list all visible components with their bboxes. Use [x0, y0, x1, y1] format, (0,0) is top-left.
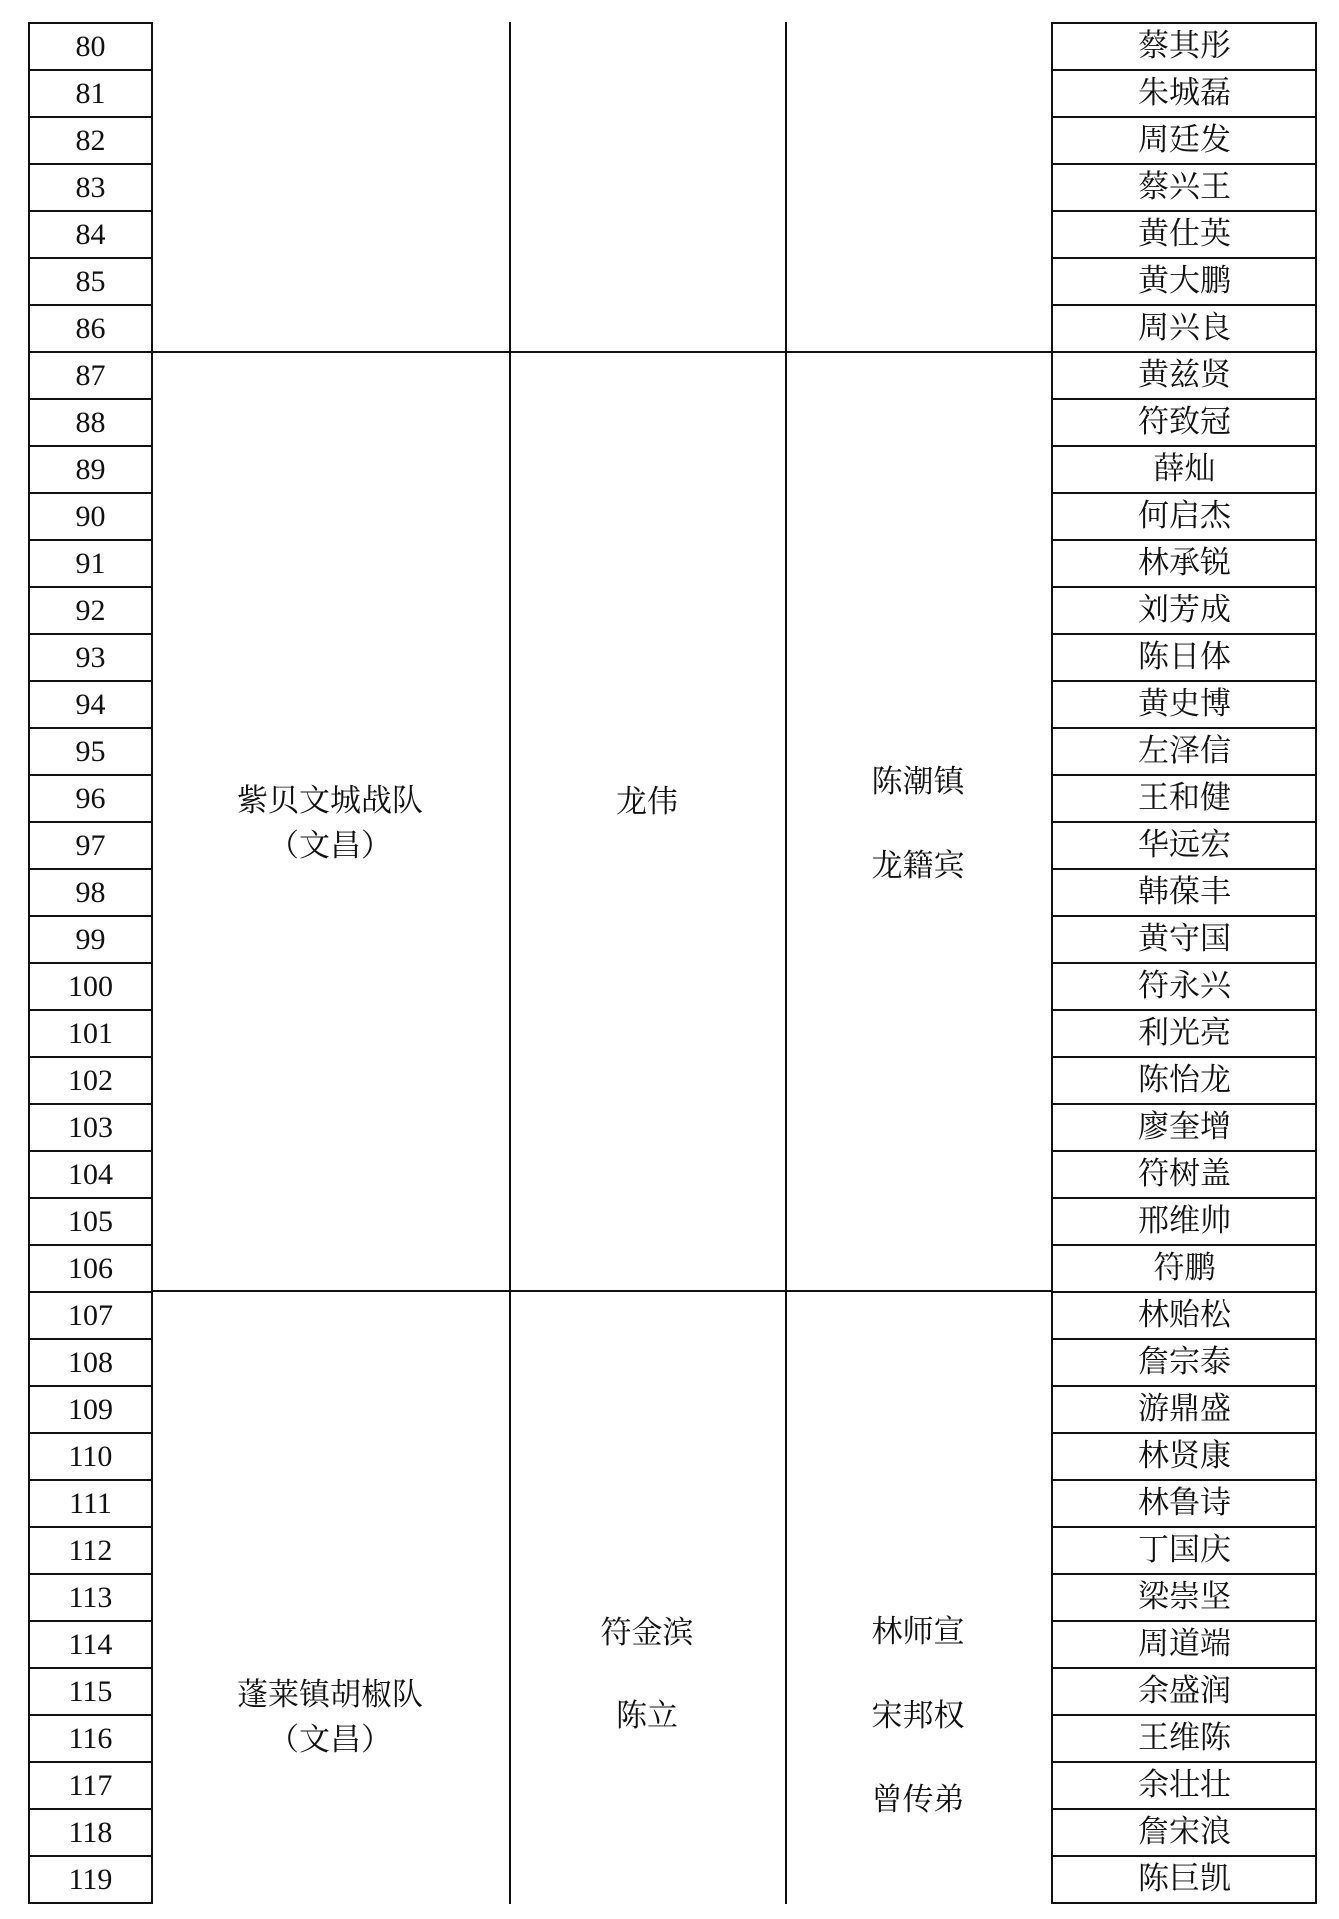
member-name: 梁崇坚: [1138, 1579, 1231, 1615]
member-name: 黄仕英: [1138, 216, 1231, 252]
member-name: 符树盖: [1138, 1156, 1231, 1192]
team-official: 宋邦权: [871, 1698, 965, 1734]
member-name: 陈怡龙: [1138, 1062, 1231, 1098]
member-name: 黄大鹏: [1138, 263, 1231, 299]
member-name: 何启杰: [1138, 498, 1231, 534]
row-number: 93: [75, 640, 106, 674]
row-number: 82: [75, 123, 106, 157]
team-region: （文昌）: [268, 1722, 392, 1758]
row-number: 100: [68, 969, 113, 1003]
member-name: 蔡兴王: [1138, 169, 1231, 205]
member-name: 丁国庆: [1138, 1532, 1231, 1568]
member-name: 王维陈: [1138, 1720, 1231, 1756]
member-name: 邢维帅: [1138, 1203, 1231, 1239]
row-number: 90: [75, 499, 106, 533]
row-number: 97: [75, 828, 106, 862]
row-number: 108: [68, 1345, 113, 1379]
row-number: 112: [68, 1533, 113, 1567]
row-number: 105: [68, 1204, 113, 1238]
member-name: 华远宏: [1138, 827, 1231, 863]
row-number: 111: [69, 1486, 112, 1520]
row-number: 98: [75, 875, 106, 909]
member-name: 符致冠: [1138, 404, 1231, 440]
row-number: 102: [68, 1063, 113, 1097]
member-name: 余壮壮: [1138, 1767, 1231, 1803]
member-name: 韩葆丰: [1138, 874, 1231, 910]
row-number: 91: [75, 546, 106, 580]
team-official: 陈潮镇: [871, 764, 965, 800]
row-number: 117: [68, 1768, 113, 1802]
team-official: 曾传弟: [871, 1782, 965, 1818]
member-name: 王和健: [1138, 780, 1231, 816]
member-name: 周道端: [1138, 1626, 1231, 1662]
row-number: 95: [75, 734, 106, 768]
row-number: 118: [68, 1815, 113, 1849]
column-divider-team: [509, 22, 511, 1904]
member-name: 周廷发: [1138, 122, 1231, 158]
team-name: 蓬莱镇胡椒队: [237, 1677, 423, 1713]
member-name: 余盛润: [1138, 1673, 1231, 1709]
member-name: 林贻松: [1138, 1297, 1231, 1333]
row-number: 107: [68, 1298, 113, 1332]
member-name: 朱城磊: [1138, 75, 1231, 111]
column-divider-leader: [785, 22, 787, 1904]
row-number: 80: [75, 29, 106, 63]
team-official: 龙籍宾: [871, 848, 965, 884]
row-number: 114: [68, 1627, 113, 1661]
member-name: 林鲁诗: [1138, 1485, 1231, 1521]
row-number: 113: [68, 1580, 113, 1614]
row-number: 86: [75, 311, 106, 345]
row-number: 85: [75, 264, 106, 298]
row-number: 81: [75, 76, 106, 110]
row-number: 87: [75, 358, 106, 392]
row-number: 101: [68, 1016, 113, 1050]
member-name: 符永兴: [1138, 968, 1231, 1004]
team-leader: 符金滨: [600, 1615, 694, 1651]
row-number: 109: [68, 1392, 113, 1426]
member-name: 周兴良: [1138, 310, 1231, 346]
member-name: 林承锐: [1138, 545, 1231, 581]
team-region: （文昌）: [268, 828, 392, 864]
team-leader: 陈立: [616, 1698, 678, 1734]
member-name: 刘芳成: [1138, 592, 1231, 628]
row-number: 104: [68, 1157, 113, 1191]
team-leader: 龙伟: [616, 784, 678, 820]
member-name: 詹宗泰: [1138, 1344, 1231, 1380]
row-number: 92: [75, 593, 106, 627]
member-name: 黄史博: [1138, 686, 1231, 722]
member-name: 林贤康: [1138, 1438, 1231, 1474]
member-name: 陈日体: [1138, 639, 1231, 675]
row-number: 115: [68, 1674, 113, 1708]
group-divider: [151, 1290, 1053, 1292]
member-name: 薛灿: [1153, 451, 1216, 487]
row-number: 96: [75, 781, 106, 815]
group-divider: [151, 351, 1053, 353]
row-number: 119: [68, 1862, 113, 1896]
row-number: 110: [68, 1439, 113, 1473]
member-name: 黄兹贤: [1138, 357, 1231, 393]
member-name: 黄守国: [1138, 921, 1231, 957]
row-number: 103: [68, 1110, 113, 1144]
member-name: 利光亮: [1138, 1015, 1231, 1051]
member-name: 左泽信: [1138, 733, 1231, 769]
member-name: 廖奎增: [1138, 1109, 1231, 1145]
row-number: 89: [75, 452, 106, 486]
row-number: 83: [75, 170, 106, 204]
member-name: 符鹏: [1153, 1250, 1216, 1286]
row-number: 106: [68, 1251, 113, 1285]
row-number: 94: [75, 687, 106, 721]
team-official: 林师宣: [871, 1614, 965, 1650]
member-name: 詹宋浪: [1138, 1814, 1231, 1850]
row-number: 116: [68, 1721, 113, 1755]
member-name: 游鼎盛: [1138, 1391, 1231, 1427]
row-number: 99: [75, 922, 106, 956]
row-number: 88: [75, 405, 106, 439]
member-name: 陈巨凯: [1138, 1861, 1231, 1897]
member-name: 蔡其彤: [1138, 28, 1231, 64]
team-name: 紫贝文城战队: [237, 783, 423, 819]
row-number: 84: [75, 217, 106, 251]
